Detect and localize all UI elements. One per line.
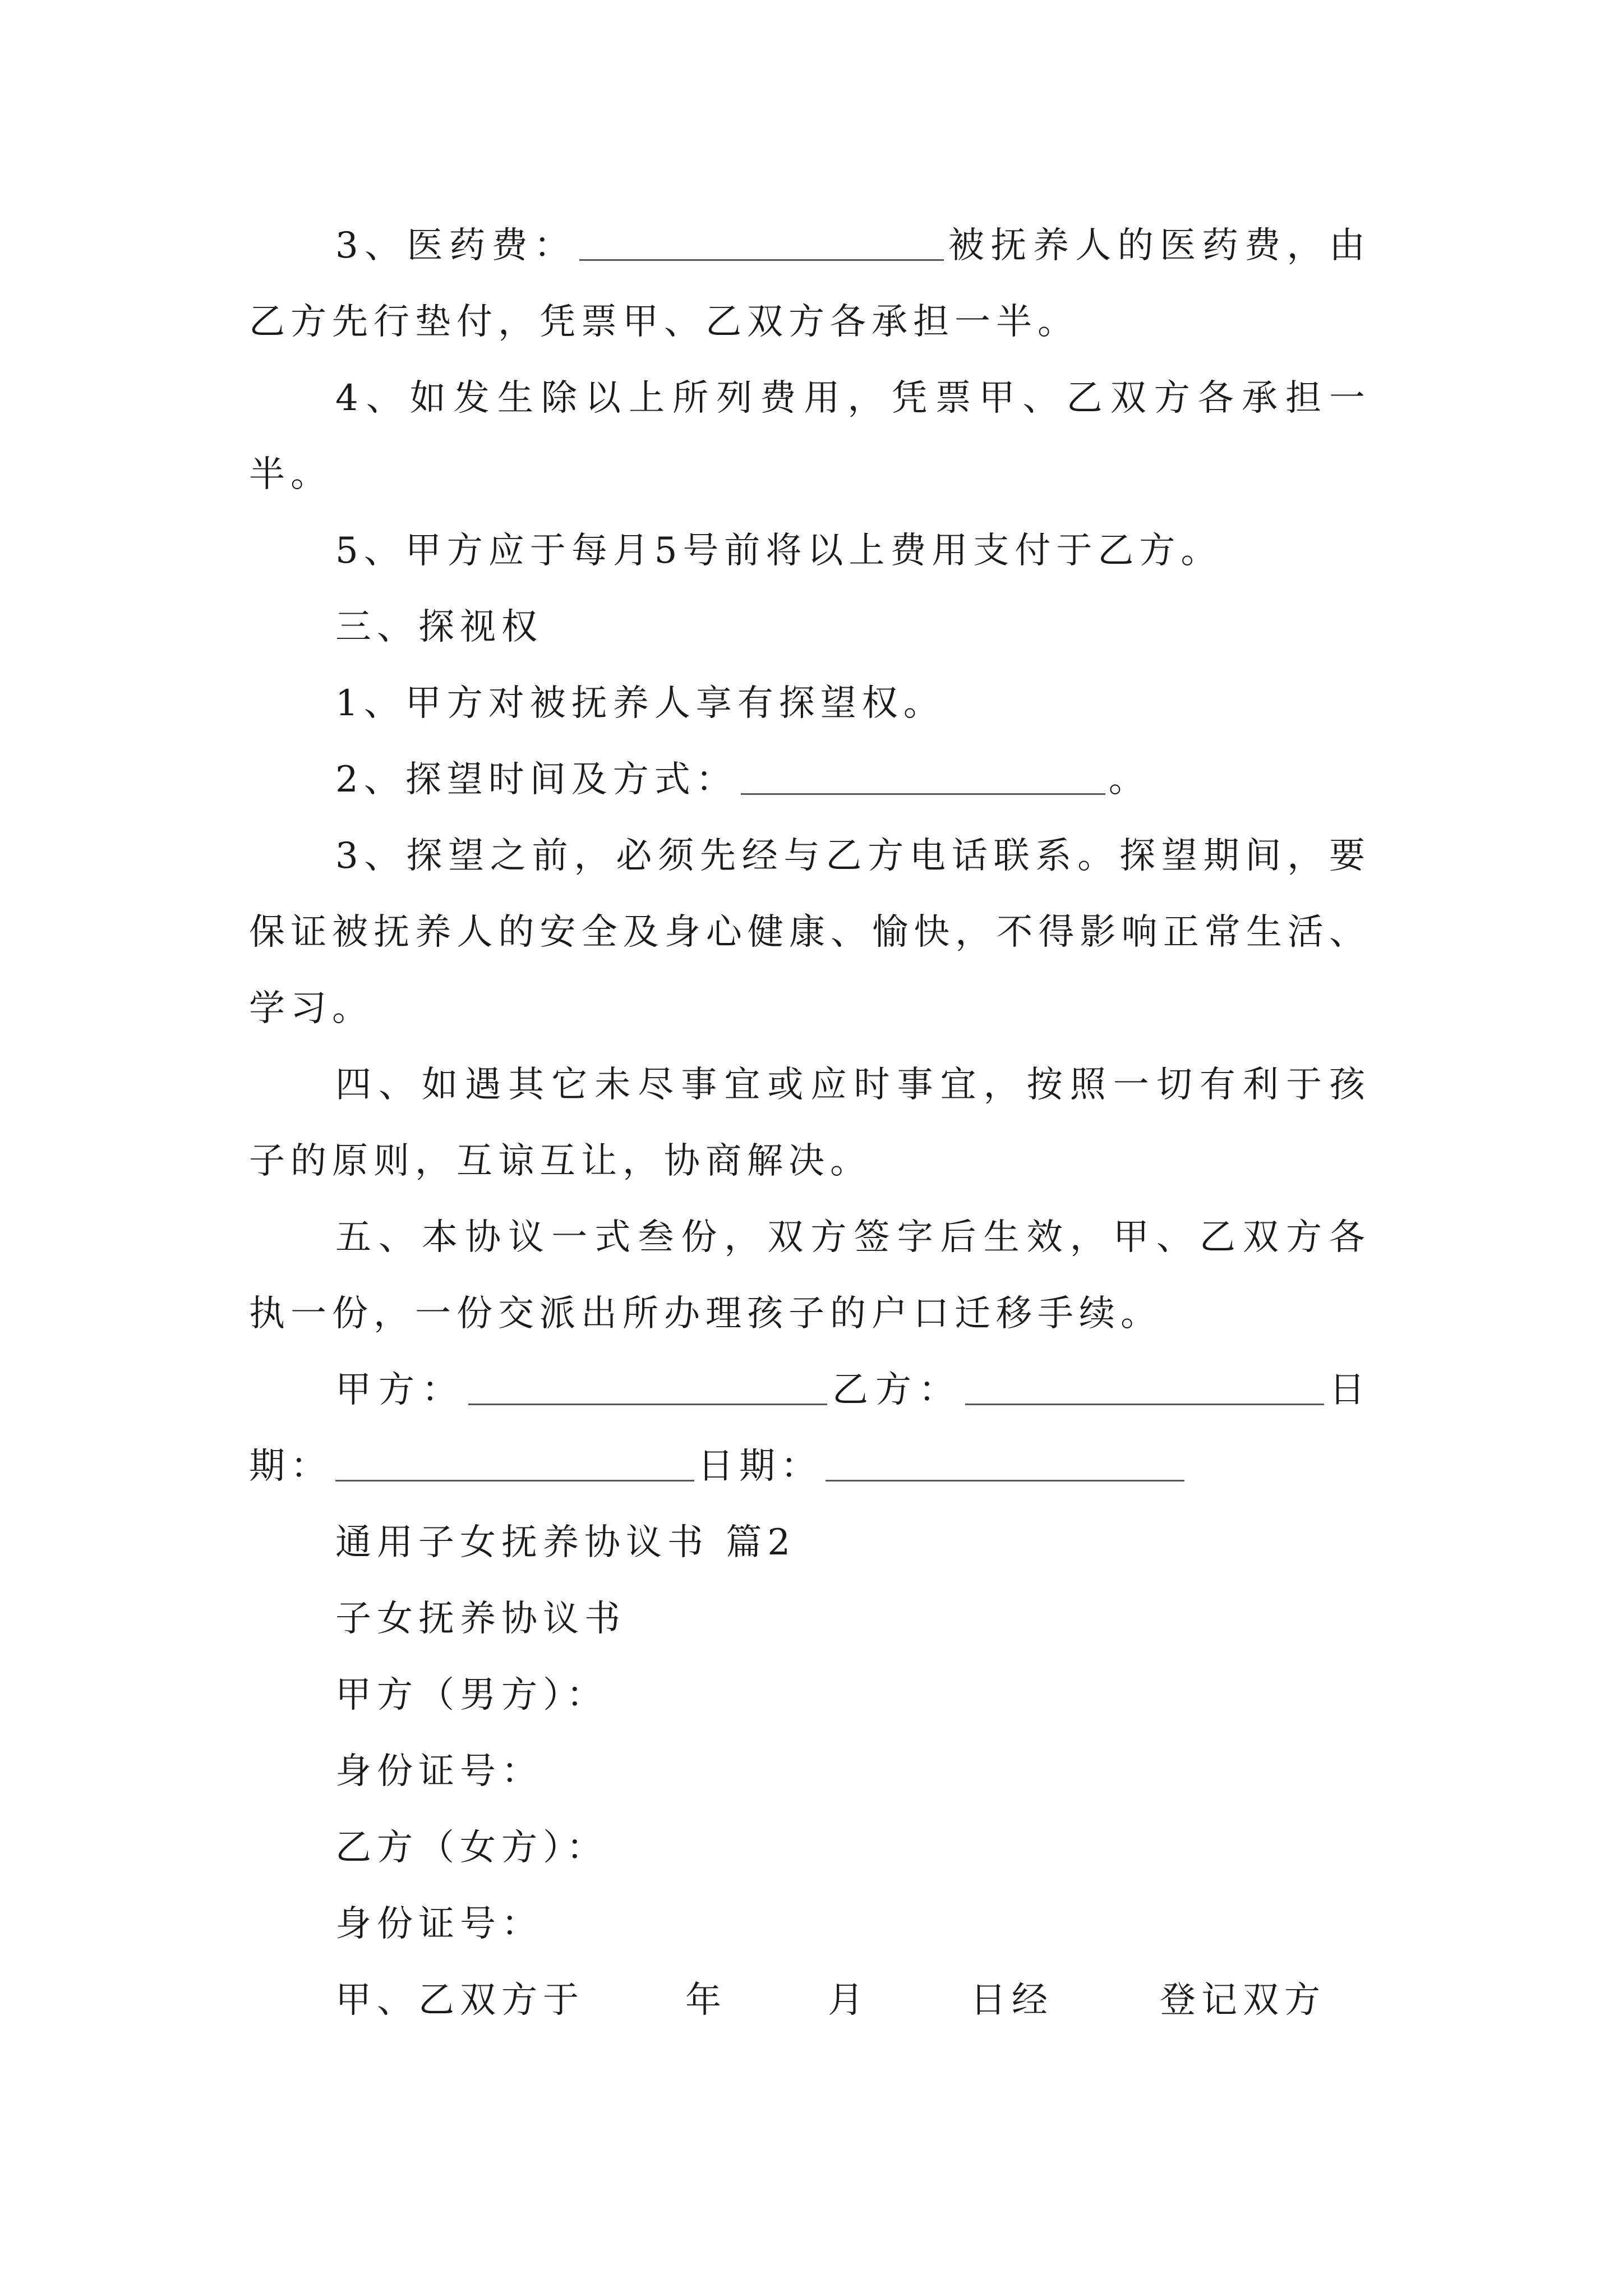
paragraph-payment-date: 5、甲方应于每月5号前将以上费用支付于乙方。 (335, 530, 1223, 572)
medical-fee-blank (579, 223, 944, 261)
party-a-label: 甲方： (335, 1369, 465, 1411)
paragraph-registration (249, 1962, 1371, 2039)
agreement-title: 子女抚养协议书 (335, 1598, 626, 1640)
day-label: 日经 (970, 1980, 1053, 2021)
party-b-field: 乙方（女方）： (335, 1827, 608, 1869)
party-b-id-field: 身份证号： (335, 1903, 543, 1945)
section-heading-visitation: 三、探视权 (335, 606, 543, 648)
paragraph-visitation-conditions: 3、探望之前，必须先经与乙方电话联系。探望期间，要保证被抚养人的安全及身心健康、愉快，不得影响正常生活、学习。 (249, 835, 1371, 1029)
date-blank-2 (826, 1444, 1184, 1481)
visitation-time-label: 2、探望时间及方式： (335, 759, 737, 800)
visitation-time-end: 。 (1108, 759, 1150, 800)
section-title-part-2: 通用子女抚养协议书 篇2 (335, 1522, 796, 1563)
party-a-id-field: 身份证号： (335, 1751, 543, 1792)
party-b-label: 乙方： (831, 1369, 962, 1411)
paragraph-other-fees: 4、如发生除以上所列费用，凭票甲、乙双方各承担一半。 (249, 378, 1371, 495)
signature-block (249, 1352, 1371, 1504)
medical-fee-text: 被抚养人的医药费，由乙方先行垫付，凭票甲、乙双方各承担一半。 (249, 225, 1371, 343)
date-label-1: 日期： (249, 1369, 1371, 1487)
document-body (249, 208, 1371, 2039)
paragraph-copies: 五、本协议一式叁份，双方签字后生效，甲、乙双方各执一份，一份交派出所办理孩子的户口迁移手续。 (249, 1217, 1371, 1335)
paragraph-visitation-right: 1、甲方对被抚养人享有探望权。 (335, 683, 945, 724)
paragraph-other-matters: 四、如遇其它未尽事宜或应时事宜，按照一切有利于孩子的原则，互谅互让，协商解决。 (249, 1064, 1371, 1182)
date-blank-1 (335, 1444, 694, 1481)
registration-intro: 甲、乙双方于 (335, 1980, 584, 2021)
party-a-field: 甲方（男方）： (335, 1674, 608, 1716)
party-b-signature-blank (965, 1368, 1324, 1405)
paragraph-medical-fee (249, 208, 1371, 360)
paragraph-visitation-time (249, 742, 1371, 818)
year-label: 年 (685, 1980, 727, 2021)
visitation-time-blank (741, 757, 1105, 795)
registration-tail: 登记双方 (1160, 1980, 1326, 2021)
month-label: 月 (828, 1980, 869, 2021)
medical-fee-label: 3、医药费： (335, 225, 577, 266)
date-label-2: 日期： (698, 1446, 822, 1487)
party-a-signature-blank (468, 1368, 827, 1405)
